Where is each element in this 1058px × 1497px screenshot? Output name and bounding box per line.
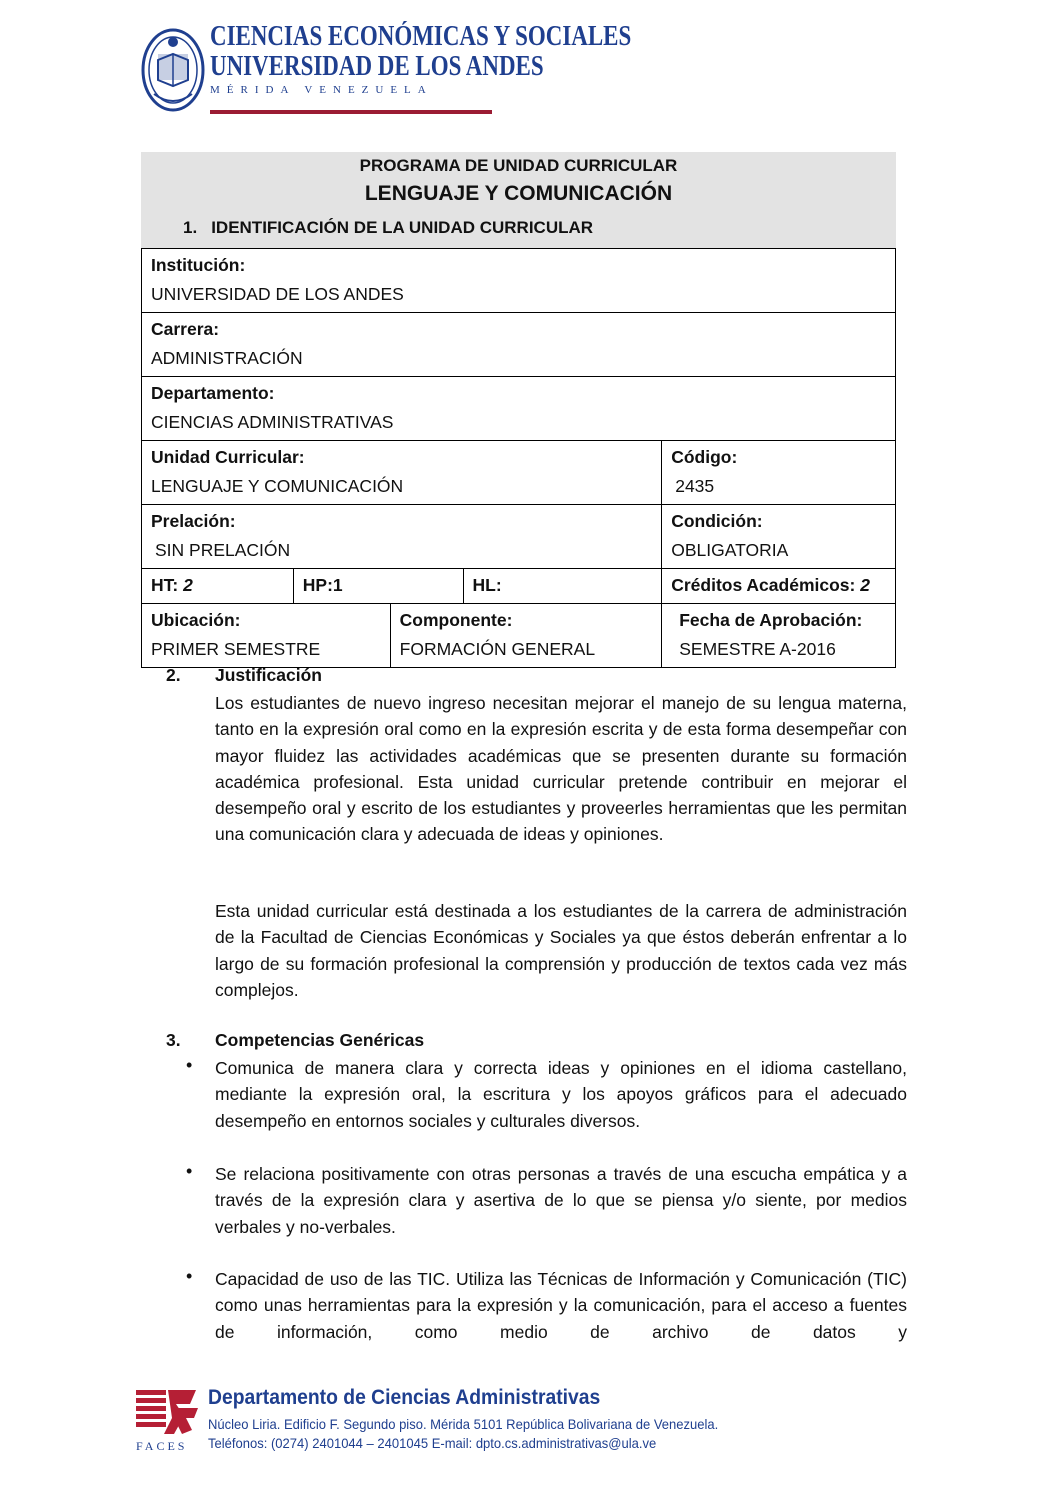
unidad-value: LENGUAJE Y COMUNICACIÓN bbox=[151, 476, 404, 496]
departamento-label: Departamento: bbox=[151, 383, 275, 403]
footer-department: Departamento de Ciencias Administrativas bbox=[208, 1386, 601, 1409]
fecha-label: Fecha de Aprobación: bbox=[679, 610, 863, 630]
ubicacion-cell bbox=[142, 604, 391, 668]
codigo-value: 2435 bbox=[675, 476, 715, 496]
competencia-item: Capacidad de uso de las TIC. Utiliza las Técnicas de Información y Comunicación (TIC) como unas herramientas para la expresión y la comunicación, para el acceso a fuentes de información, como medio de archivo de datos y bbox=[215, 1269, 907, 1342]
competencia-item: Se relaciona positivamente con otras personas a través de una escucha empática y a través de la expresión clara y asertiva de lo que se piensa y/o siente, por medios verbales y no-verbales. bbox=[215, 1164, 907, 1237]
institucion-cell bbox=[142, 249, 896, 313]
section-title: Competencias Genéricas bbox=[215, 1030, 425, 1050]
bullet-icon: • bbox=[186, 1161, 193, 1181]
hp-value: HP:1 bbox=[302, 575, 343, 595]
codigo-label: Código: bbox=[671, 447, 738, 467]
table-row bbox=[142, 505, 896, 569]
ubicacion-label: Ubicación: bbox=[151, 610, 241, 630]
table-row bbox=[142, 569, 896, 604]
componente-value: FORMACIÓN GENERAL bbox=[399, 639, 596, 659]
university-header bbox=[140, 18, 632, 118]
creditos-label: Créditos Académicos: bbox=[671, 575, 861, 595]
footer-contact: Teléfonos: (0274) 2401044 – 2401045 E-mail: dpto.cs.administrativas@ula.ve bbox=[208, 1435, 657, 1451]
table-row bbox=[142, 377, 896, 441]
prelacion-cell bbox=[142, 505, 662, 569]
ht-value: 2 bbox=[183, 575, 193, 595]
carrera-label: Carrera: bbox=[151, 319, 220, 339]
footer-address: Núcleo Liria. Edificio F. Segundo piso. Mérida 5101 República Bolivariana de Venezuela. bbox=[208, 1416, 719, 1432]
componente-label: Componente: bbox=[399, 610, 513, 630]
competencia-item: Comunica de manera clara y correcta ideas y opiniones en el idioma castellano, mediante la expresión oral, la escritura y los apoyos gráficos para el adecuado desempeño en entornos sociales y culturales diversos. bbox=[215, 1058, 907, 1131]
faces-logo-icon bbox=[134, 1386, 202, 1454]
condicion-value: OBLIGATORIA bbox=[671, 540, 789, 560]
header-location: MÉRIDA VENEZUELA bbox=[210, 84, 433, 96]
section-title: Justificación bbox=[215, 665, 322, 685]
section-number: 2. bbox=[166, 665, 181, 685]
header-faculty: CIENCIAS ECONÓMICAS Y SOCIALES bbox=[210, 21, 632, 52]
fecha-value: SEMESTRE A-2016 bbox=[679, 639, 836, 659]
table-row bbox=[142, 249, 896, 313]
institucion-value: UNIVERSIDAD DE LOS ANDES bbox=[151, 284, 404, 304]
header-rule bbox=[210, 110, 492, 114]
ht-label: HT: bbox=[151, 575, 184, 595]
program-title: PROGRAMA DE UNIDAD CURRICULAR bbox=[359, 156, 678, 175]
bullet-icon: • bbox=[186, 1055, 193, 1075]
unidad-cell bbox=[142, 441, 662, 505]
creditos-cell bbox=[662, 569, 896, 604]
prelacion-value: SIN PRELACIÓN bbox=[155, 540, 291, 560]
subject-title: LENGUAJE Y COMUNICACIÓN bbox=[364, 182, 673, 205]
ubicacion-value: PRIMER SEMESTRE bbox=[151, 639, 321, 659]
hl-value: HL: bbox=[472, 575, 502, 595]
justificacion-paragraph-2: Esta unidad curricular está destinada a los estudiantes de la carrera de administración de la Facultad de Ciencias Económicas y Sociales ya que éstos deberán enfrentar a lo largo de su formación profesional la comprensión y producción de textos cada vez más complejos. bbox=[215, 901, 907, 1000]
identification-table bbox=[141, 248, 896, 668]
department-footer bbox=[134, 1386, 734, 1456]
section-number: 1. bbox=[183, 218, 198, 237]
section-title: IDENTIFICACIÓN DE LA UNIDAD CURRICULAR bbox=[211, 218, 594, 237]
departamento-cell bbox=[142, 377, 896, 441]
ht-cell bbox=[142, 569, 294, 604]
hp-cell bbox=[293, 569, 463, 604]
condicion-cell bbox=[662, 505, 896, 569]
faces-logo-text: FACES bbox=[136, 1439, 188, 1453]
table-row bbox=[142, 441, 896, 505]
justificacion-paragraph-1: Los estudiantes de nuevo ingreso necesitan mejorar el manejo de su lengua materna, tanto en la expresión oral como en la expresión escrita y de esta forma desempeñar con mayor fluidez las actividades académicas que se presenten durante su formación académica profesional. Esta unidad curricular pretende contribuir en mejorar el desempeño oral y escrito de los estudiantes y proveerles herramientas que les permitan una comunicación clara y adecuada de ideas y opiniones. bbox=[215, 693, 907, 845]
departamento-value: CIENCIAS ADMINISTRATIVAS bbox=[151, 412, 394, 432]
section-number: 3. bbox=[166, 1030, 181, 1050]
carrera-value: ADMINISTRACIÓN bbox=[151, 348, 303, 368]
hl-cell bbox=[463, 569, 662, 604]
institucion-label: Institución: bbox=[151, 255, 246, 275]
codigo-cell bbox=[662, 441, 896, 505]
unidad-label: Unidad Curricular: bbox=[151, 447, 305, 467]
table-row bbox=[142, 604, 896, 668]
componente-cell bbox=[390, 604, 662, 668]
creditos-value: 2 bbox=[860, 575, 870, 595]
fecha-cell bbox=[662, 604, 896, 668]
program-heading bbox=[141, 152, 896, 248]
section-identification bbox=[183, 218, 593, 238]
table-row bbox=[142, 313, 896, 377]
bullet-icon: • bbox=[186, 1266, 193, 1286]
condicion-label: Condición: bbox=[671, 511, 763, 531]
header-university: UNIVERSIDAD DE LOS ANDES bbox=[210, 51, 544, 82]
carrera-cell bbox=[142, 313, 896, 377]
ula-seal-icon bbox=[140, 24, 206, 112]
prelacion-label: Prelación: bbox=[151, 511, 236, 531]
